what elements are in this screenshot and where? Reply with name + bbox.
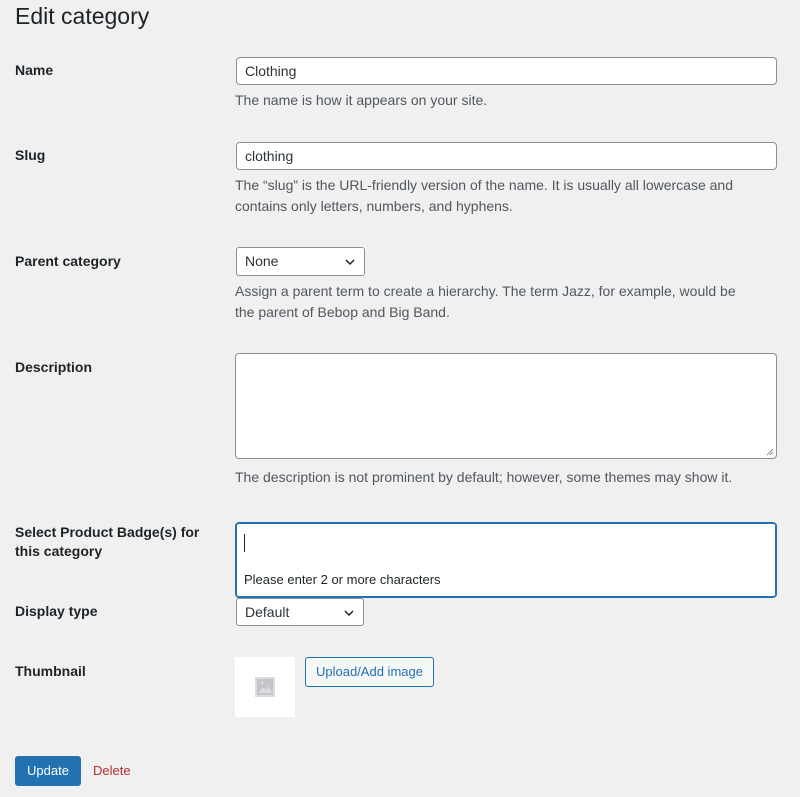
product-badges-label-line: Select Product Badge(s) for xyxy=(15,524,200,540)
product-badges-label xyxy=(15,523,220,561)
display-type-select[interactable] xyxy=(236,598,364,626)
product-badges-search[interactable] xyxy=(235,522,777,598)
thumbnail-label: Thumbnail xyxy=(15,663,86,679)
display-type-value: Default xyxy=(245,604,290,620)
slug-help-line: The “slug” is the URL-friendly version of the name. It is usually all lowercase and xyxy=(235,177,733,193)
parent-help-line: Assign a parent term to create a hierarchy. The term Jazz, for example, would be xyxy=(235,283,736,299)
thumbnail-preview xyxy=(235,657,295,717)
parent-category-select[interactable] xyxy=(236,247,365,276)
slug-label: Slug xyxy=(15,147,46,163)
parent-category-help xyxy=(235,281,775,323)
image-placeholder-icon xyxy=(254,676,276,698)
parent-category-value: None xyxy=(245,253,279,269)
text-caret xyxy=(244,534,245,552)
chevron-down-icon xyxy=(343,607,355,619)
product-badges-message: Please enter 2 or more characters xyxy=(244,572,441,587)
slug-input[interactable]: clothing xyxy=(236,142,777,170)
slug-help xyxy=(235,175,775,217)
page-title: Edit category xyxy=(15,3,150,29)
parent-help-line: the parent of Bebop and Big Band. xyxy=(235,304,450,320)
parent-category-label: Parent category xyxy=(15,253,121,269)
delete-link[interactable]: Delete xyxy=(93,763,131,778)
upload-image-button[interactable]: Upload/Add image xyxy=(305,657,434,687)
name-help: The name is how it appears on your site. xyxy=(235,92,488,108)
name-input[interactable]: Clothing xyxy=(236,57,777,85)
display-type-label: Display type xyxy=(15,603,98,619)
description-help: The description is not prominent by default; however, some themes may show it. xyxy=(235,469,733,485)
description-label: Description xyxy=(15,359,93,375)
slug-help-line: contains only letters, numbers, and hyphens. xyxy=(235,198,513,214)
update-button[interactable]: Update xyxy=(15,756,81,786)
resize-grip-icon[interactable] xyxy=(766,448,774,456)
product-badges-label-line: this category xyxy=(15,543,103,559)
description-textarea[interactable] xyxy=(235,353,777,459)
name-label: Name xyxy=(15,62,54,78)
chevron-down-icon xyxy=(344,256,356,268)
